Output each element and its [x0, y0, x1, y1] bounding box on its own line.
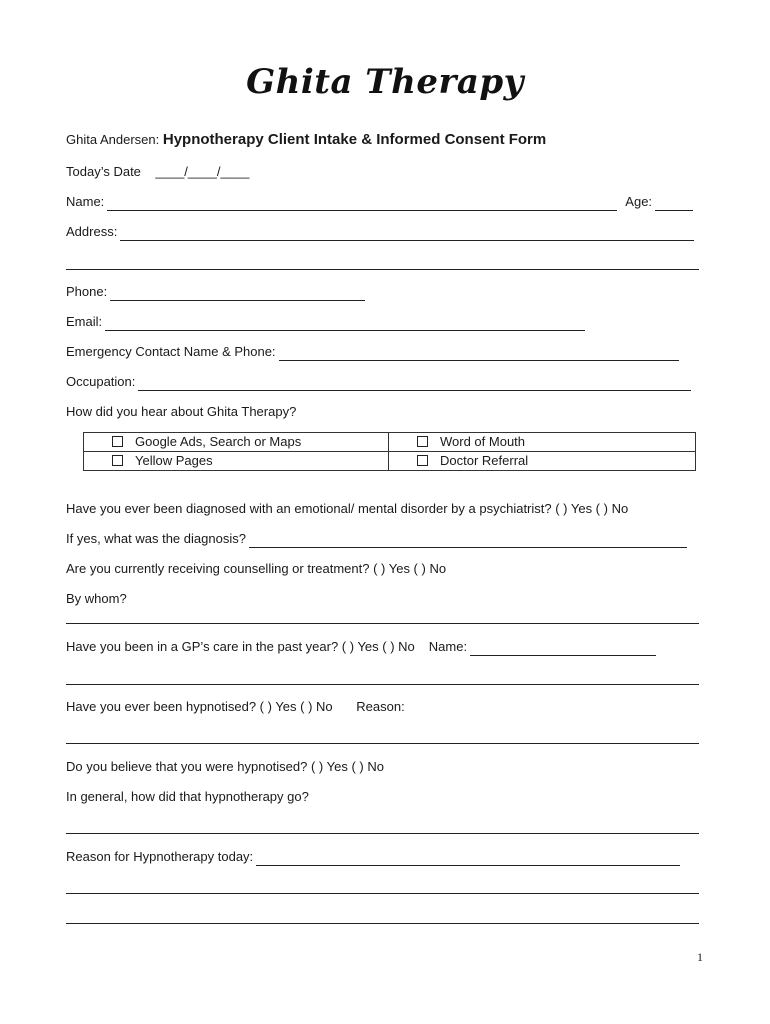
email-label: Email: — [66, 314, 103, 329]
reason-line-2[interactable] — [66, 893, 699, 894]
reason-today-field[interactable] — [256, 851, 680, 866]
date-mask[interactable]: ____/____/____ — [155, 164, 250, 179]
occupation-label: Occupation: — [66, 374, 136, 389]
q-gp-care[interactable]: Have you been in a GP’s care in the past year? ( ) Yes ( ) No — [66, 639, 415, 654]
date-label: Today’s Date — [66, 164, 141, 179]
by-whom-line[interactable] — [66, 623, 699, 624]
address-row — [66, 223, 694, 241]
phone-field[interactable] — [110, 286, 365, 301]
gp-name-label: Name: — [428, 639, 468, 654]
address-field[interactable] — [120, 226, 694, 241]
gp-line[interactable] — [66, 684, 699, 685]
checkbox-icon[interactable] — [112, 455, 123, 466]
q-by-whom: By whom? — [66, 591, 127, 606]
email-row — [66, 313, 585, 331]
emergency-field[interactable] — [279, 346, 679, 361]
occupation-field[interactable] — [138, 376, 691, 391]
address-label: Address: — [66, 224, 118, 239]
q-counselling[interactable]: Are you currently receiving counselling or treatment? ( ) Yes ( ) No — [66, 561, 447, 576]
name-label: Name: — [66, 194, 105, 209]
phone-row — [66, 283, 365, 301]
reason-label: Reason: — [356, 699, 405, 714]
age-field[interactable] — [655, 196, 693, 211]
checkbox-icon[interactable] — [417, 455, 428, 466]
how-go-line[interactable] — [66, 833, 699, 834]
q-believe[interactable]: Do you believe that you were hypnotised? ( ) Yes ( ) No — [66, 759, 384, 774]
name-field[interactable] — [107, 196, 617, 211]
reason-today-label: Reason for Hypnotherapy today: — [66, 849, 254, 864]
referral-options-table — [83, 432, 696, 471]
logo: Ghita Therapy — [246, 62, 524, 102]
diagnosis-label: If yes, what was the diagnosis? — [66, 531, 246, 546]
option-doctor-referral[interactable]: Doctor Referral — [389, 452, 696, 471]
phone-label: Phone: — [66, 284, 108, 299]
q-diagnosed[interactable]: Have you ever been diagnosed with an emotional/ mental disorder by a psychiatrist? ( ) Yes ( ) No — [66, 501, 629, 516]
option-yellow-pages[interactable]: Yellow Pages — [84, 452, 389, 471]
reason-today-row — [66, 848, 680, 866]
checkbox-icon[interactable] — [112, 436, 123, 447]
referral-question: How did you hear about Ghita Therapy? — [66, 404, 297, 419]
email-field[interactable] — [105, 316, 585, 331]
page-number: 1 — [697, 950, 703, 964]
checkbox-icon[interactable] — [417, 436, 428, 447]
option-google[interactable]: Google Ads, Search or Maps — [84, 433, 389, 452]
address-line-2[interactable] — [66, 269, 699, 270]
name-row — [66, 193, 693, 211]
q-how-go: In general, how did that hypnotherapy go? — [66, 789, 309, 804]
q-hypnotised[interactable]: Have you ever been hypnotised? ( ) Yes ( ) No — [66, 699, 333, 714]
date-row[interactable] — [66, 163, 249, 181]
reason-line[interactable] — [66, 743, 699, 744]
title-main: Hypnotherapy Client Intake & Informed Consent Form — [162, 131, 547, 148]
gp-row — [66, 638, 656, 656]
title-prefix: Ghita Andersen: — [66, 132, 160, 147]
occupation-row — [66, 373, 691, 391]
reason-line-3[interactable] — [66, 923, 699, 924]
hypnotised-row — [66, 698, 405, 716]
option-word-of-mouth[interactable]: Word of Mouth — [389, 433, 696, 452]
diagnosis-field[interactable] — [249, 533, 687, 548]
emergency-row — [66, 343, 679, 361]
emergency-label: Emergency Contact Name & Phone: — [66, 344, 276, 359]
age-label: Age: — [625, 194, 653, 209]
form-title — [66, 130, 546, 150]
gp-name-field[interactable] — [470, 641, 656, 656]
diagnosis-row — [66, 530, 687, 548]
